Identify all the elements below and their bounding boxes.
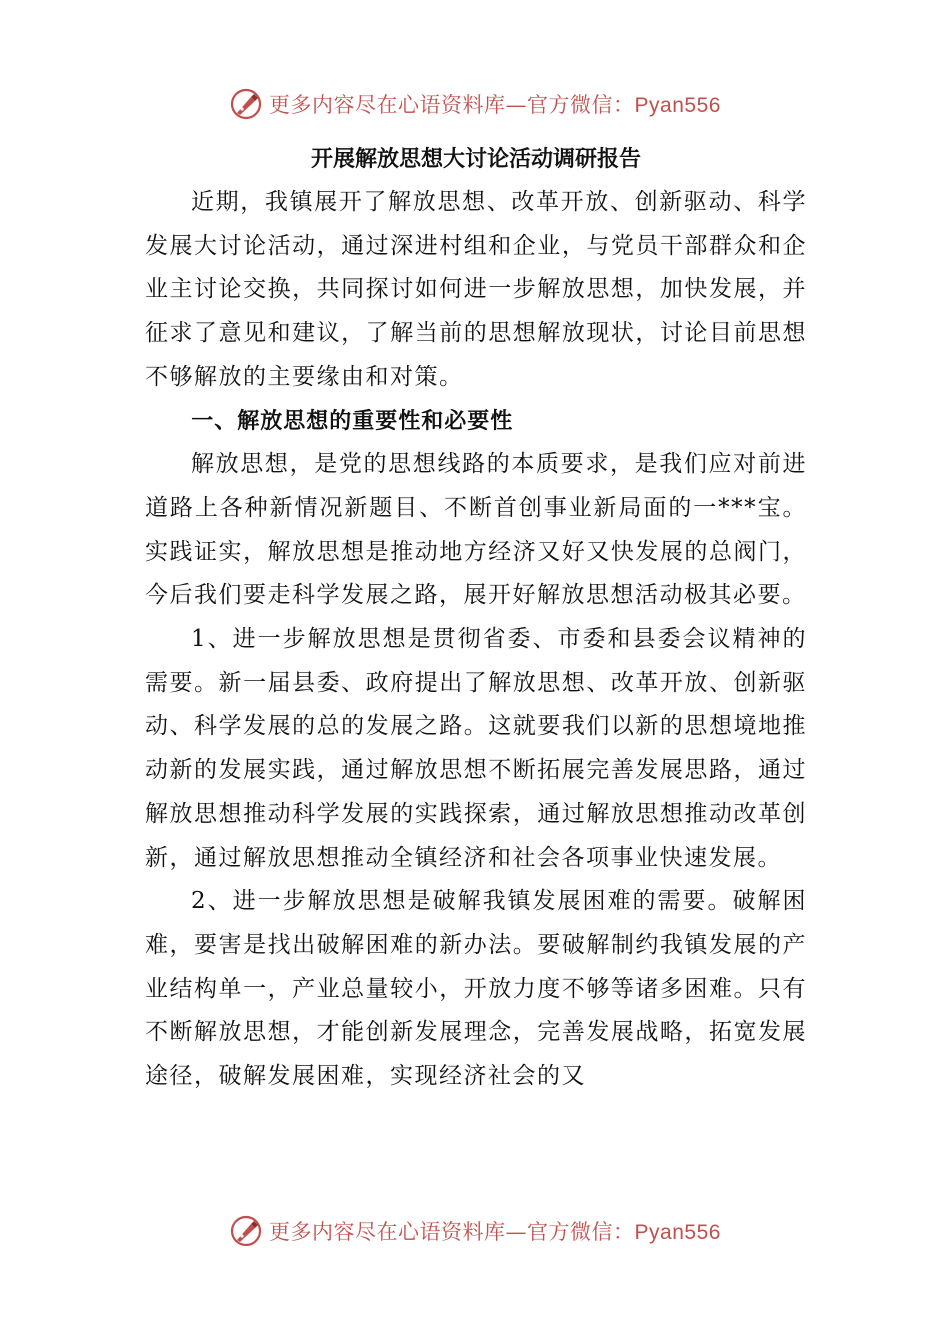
- point-2-paragraph: 2、进一步解放思想是破解我镇发展困难的需要。破解困难，要害是找出破解困难的新办法。要破解制约我镇发展的产业结构单一，产业总量较小，开放力度不够等诸多困难。只有不断解放思想，才能创新发展理念，完善发展战略，拓宽发展途径，破解发展困难，实现经济社会的又: [145, 888, 807, 1090]
- intro-paragraph: 近期，我镇展开了解放思想、改革开放、创新驱动、科学发展大讨论活动，通过深进村组和企业，与党员干部群众和企业主讨论交换，共同探讨如何进一步解放思想，加快发展，并征求了意见和建议，了解当前的思想解放现状，讨论目前思想不够解放的主要缘由和对策。: [145, 189, 807, 390]
- pen-nib-logo-icon: [229, 87, 263, 121]
- banner-handle: Pyan556: [634, 1221, 721, 1244]
- header-watermark-banner: [0, 84, 950, 124]
- banner-text: 更多内容尽在心语资料库—官方微信：Pyan556: [269, 1220, 721, 1244]
- point-1-paragraph: 1、进一步解放思想是贯彻省委、市委和县委会议精神的需要。新一届县委、政府提出了解放思想、改革开放、创新驱动、科学发展的总的发展之路。这就要我们以新的思想境地推动新的发展实践，通过解放思想不断拓展完善发展思路，通过解放思想推动科学发展的实践探索，通过解放思想推动改革创新，通过解放思想推动全镇经济和社会各项事业快速发展。: [145, 626, 807, 871]
- section1-paragraph: 解放思想，是党的思想线路的本质要求，是我们应对前进道路上各种新情况新题目、不断首创事业新局面的一***宝。实践证实，解放思想是推动地方经济又好又快发展的总阀门，今后我们要走科学发展之路，展开好解放思想活动极其必要。: [145, 451, 807, 609]
- section-heading-1: 一、解放思想的重要性和必要性: [191, 408, 514, 434]
- document-body: [145, 139, 807, 1099]
- footer-watermark-banner: [0, 1211, 950, 1251]
- banner-handle: Pyan556: [634, 94, 721, 117]
- pen-nib-logo-icon: [229, 1214, 263, 1248]
- document-title: 开展解放思想大讨论活动调研报告: [310, 147, 641, 172]
- banner-text: 更多内容尽在心语资料库—官方微信：Pyan556: [269, 93, 721, 117]
